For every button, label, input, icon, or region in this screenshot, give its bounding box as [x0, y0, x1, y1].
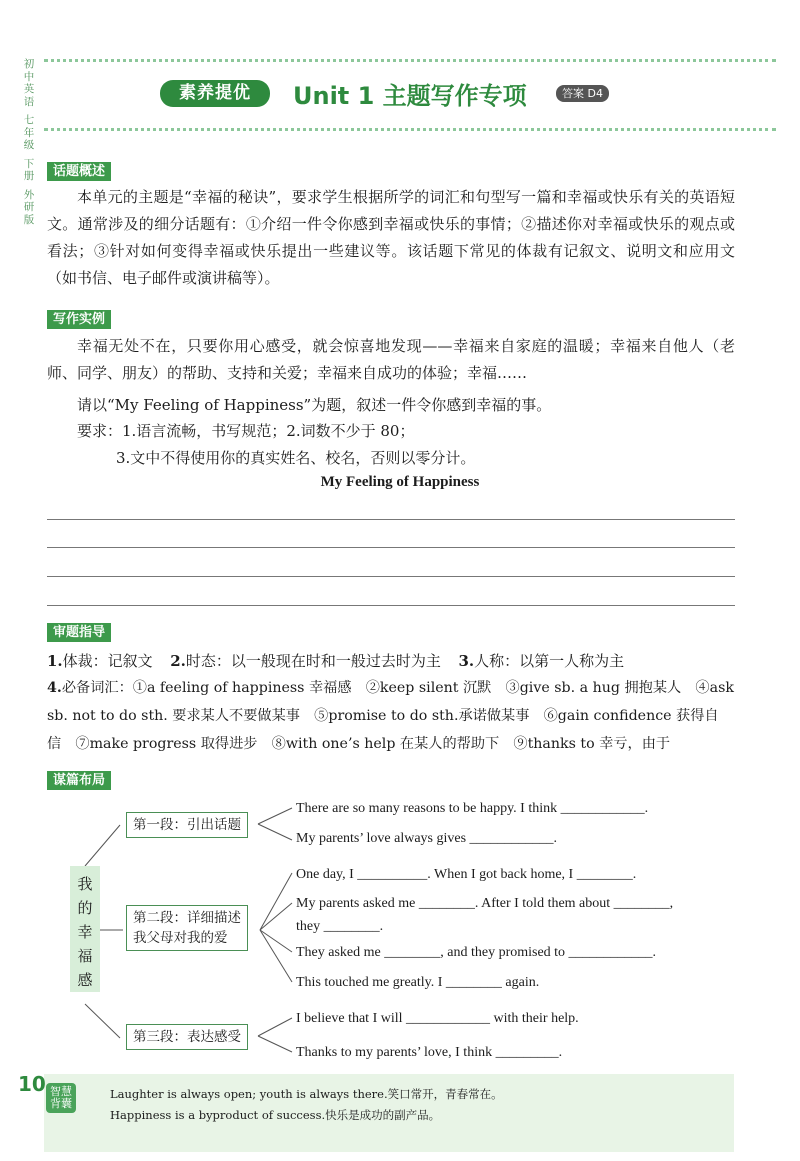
guide-vocab-line-3: 信 ⑦make progress 取得进步 ⑧with one’s help 在某人的帮助下 ⑨thanks to 幸亏，由于 [47, 736, 671, 752]
connector-p1-line2 [258, 824, 292, 840]
example-task: 请以“My Feeling of Happiness”为题，叙述一件令你感到幸福的事。 [77, 396, 552, 414]
header-top-divider [44, 59, 776, 62]
connector-p1-line1 [258, 808, 292, 824]
writing-line [47, 605, 735, 606]
guide-num-2: 2. [170, 652, 186, 670]
connector-p2-line1 [260, 873, 292, 930]
guide-num-3: 3. [458, 652, 475, 670]
p1-line-1: There are so many reasons to be happy. I think ____________. [296, 801, 649, 816]
guide-tense: 时态：以一般现在时和一般过去时为主 [185, 652, 441, 670]
footer-tag [46, 1083, 76, 1113]
guide-vocab-line-2: sb. not to do sth. 要求某人不要做某事 ⑤promise to do sth.承诺做某事 ⑥gain confidence 获得自 [47, 708, 719, 724]
essay-title: My Feeling of Happiness [320, 474, 480, 490]
p2-line-4: They asked me ________, and they promised to ____________. [296, 945, 657, 960]
p1-line-2: My parents’ love always gives ____________. [296, 831, 558, 846]
guide-vocab-line-1 [47, 677, 734, 699]
side-label-volume: 下册 [23, 157, 35, 182]
p3-line-2: Thanks to my parents’ love, I think _________. [296, 1045, 563, 1060]
p2-line-1: One day, I __________. When I got back home, I ________. [296, 867, 637, 882]
p2-line-2: My parents asked me ________. After I told them about ________, [296, 896, 674, 911]
guide-num-4: 4. [47, 680, 62, 696]
section-label-overview: 话题概述 [47, 162, 111, 181]
guide-num-1: 1. [47, 652, 63, 670]
section-label-layout: 谋篇布局 [47, 771, 111, 790]
guide-person: 人称：以第一人称为主 [474, 652, 625, 670]
guide-vocab-text-1: 必备词汇：①a feeling of happiness 幸福感 ②keep silent 沉默 ③give sb. a hug 拥抱某人 ④ask [61, 680, 734, 696]
page-number: 10 [18, 1072, 46, 1096]
guide-genre: 体裁：记叙文 [62, 652, 153, 670]
p2-line-5: This touched me greatly. I ________ again. [296, 975, 540, 990]
writing-line [47, 576, 735, 577]
answer-tag: 答案 D4 [556, 85, 609, 102]
footer-tag-label: 智慧背囊 [50, 1085, 72, 1110]
side-label-subject: 初中英语 [23, 58, 35, 108]
page-title: Unit 1 主题写作专项 [293, 82, 527, 110]
example-requirement-2: 3.文中不得使用你的真实姓名、校名，否则以零分计。 [116, 449, 476, 467]
connector-root-p1 [85, 825, 120, 866]
side-label-grade: 七年级 [23, 114, 35, 151]
connector-p2-line2 [260, 903, 292, 930]
connector-p3-line1 [258, 1018, 292, 1036]
footer-quote-1: Laughter is always open; youth is always there.笑口常开，青春常在。 [110, 1087, 503, 1101]
example-requirement-1: 要求：1.语言流畅，书写规范；2.词数不少于 80； [77, 422, 415, 440]
guide-line-1 [47, 650, 624, 672]
structure-root-label: 我的幸福感 [77, 875, 93, 989]
connector-root-p3 [85, 1004, 120, 1038]
section-label-example: 写作实例 [47, 310, 111, 329]
writing-line [47, 547, 735, 548]
structure-node-p2: 第二段：详细描述 我父母对我的爱 [126, 905, 248, 951]
structure-node-p1: 第一段：引出话题 [126, 812, 248, 838]
p2-line-3: they ________. [296, 919, 384, 934]
footer-quote-2: Happiness is a byproduct of success.快乐是成功的副产品。 [110, 1108, 441, 1122]
side-label [20, 58, 38, 226]
connector-p2-line4 [260, 930, 292, 952]
structure-root [70, 866, 100, 992]
side-label-edition: 外研版 [23, 188, 35, 226]
p3-line-1: I believe that I will ____________ with their help. [296, 1011, 579, 1026]
overview-text: 本单元的主题是“幸福的秘诀”，要求学生根据所学的词汇和句型写一篇和幸福或快乐有关的英语短文。通常涉及的细分话题有：①介绍一件令你感到幸福或快乐的事情；②描述你对幸福或快乐的观点或看法；③针对如何变得幸福或快乐提出一些建议等。该话题下常见的体裁有记叙文、说明文和应用文（如书信、电子邮件或演讲稿等）。 [47, 188, 735, 287]
header-bottom-divider [44, 128, 776, 131]
header-badge: 素养提优 [160, 80, 270, 107]
writing-line [47, 519, 735, 520]
example-intro: 幸福无处不在，只要你用心感受，就会惊喜地发现——幸福来自家庭的温暖；幸福来自他人（老师、同学、朋友）的帮助、支持和关爱；幸福来自成功的体验；幸福…… [47, 337, 735, 382]
connector-p2-line5 [260, 930, 292, 982]
connector-p3-line2 [258, 1036, 292, 1052]
structure-node-p3: 第三段：表达感受 [126, 1024, 248, 1050]
section-label-guide: 审题指导 [47, 623, 111, 642]
